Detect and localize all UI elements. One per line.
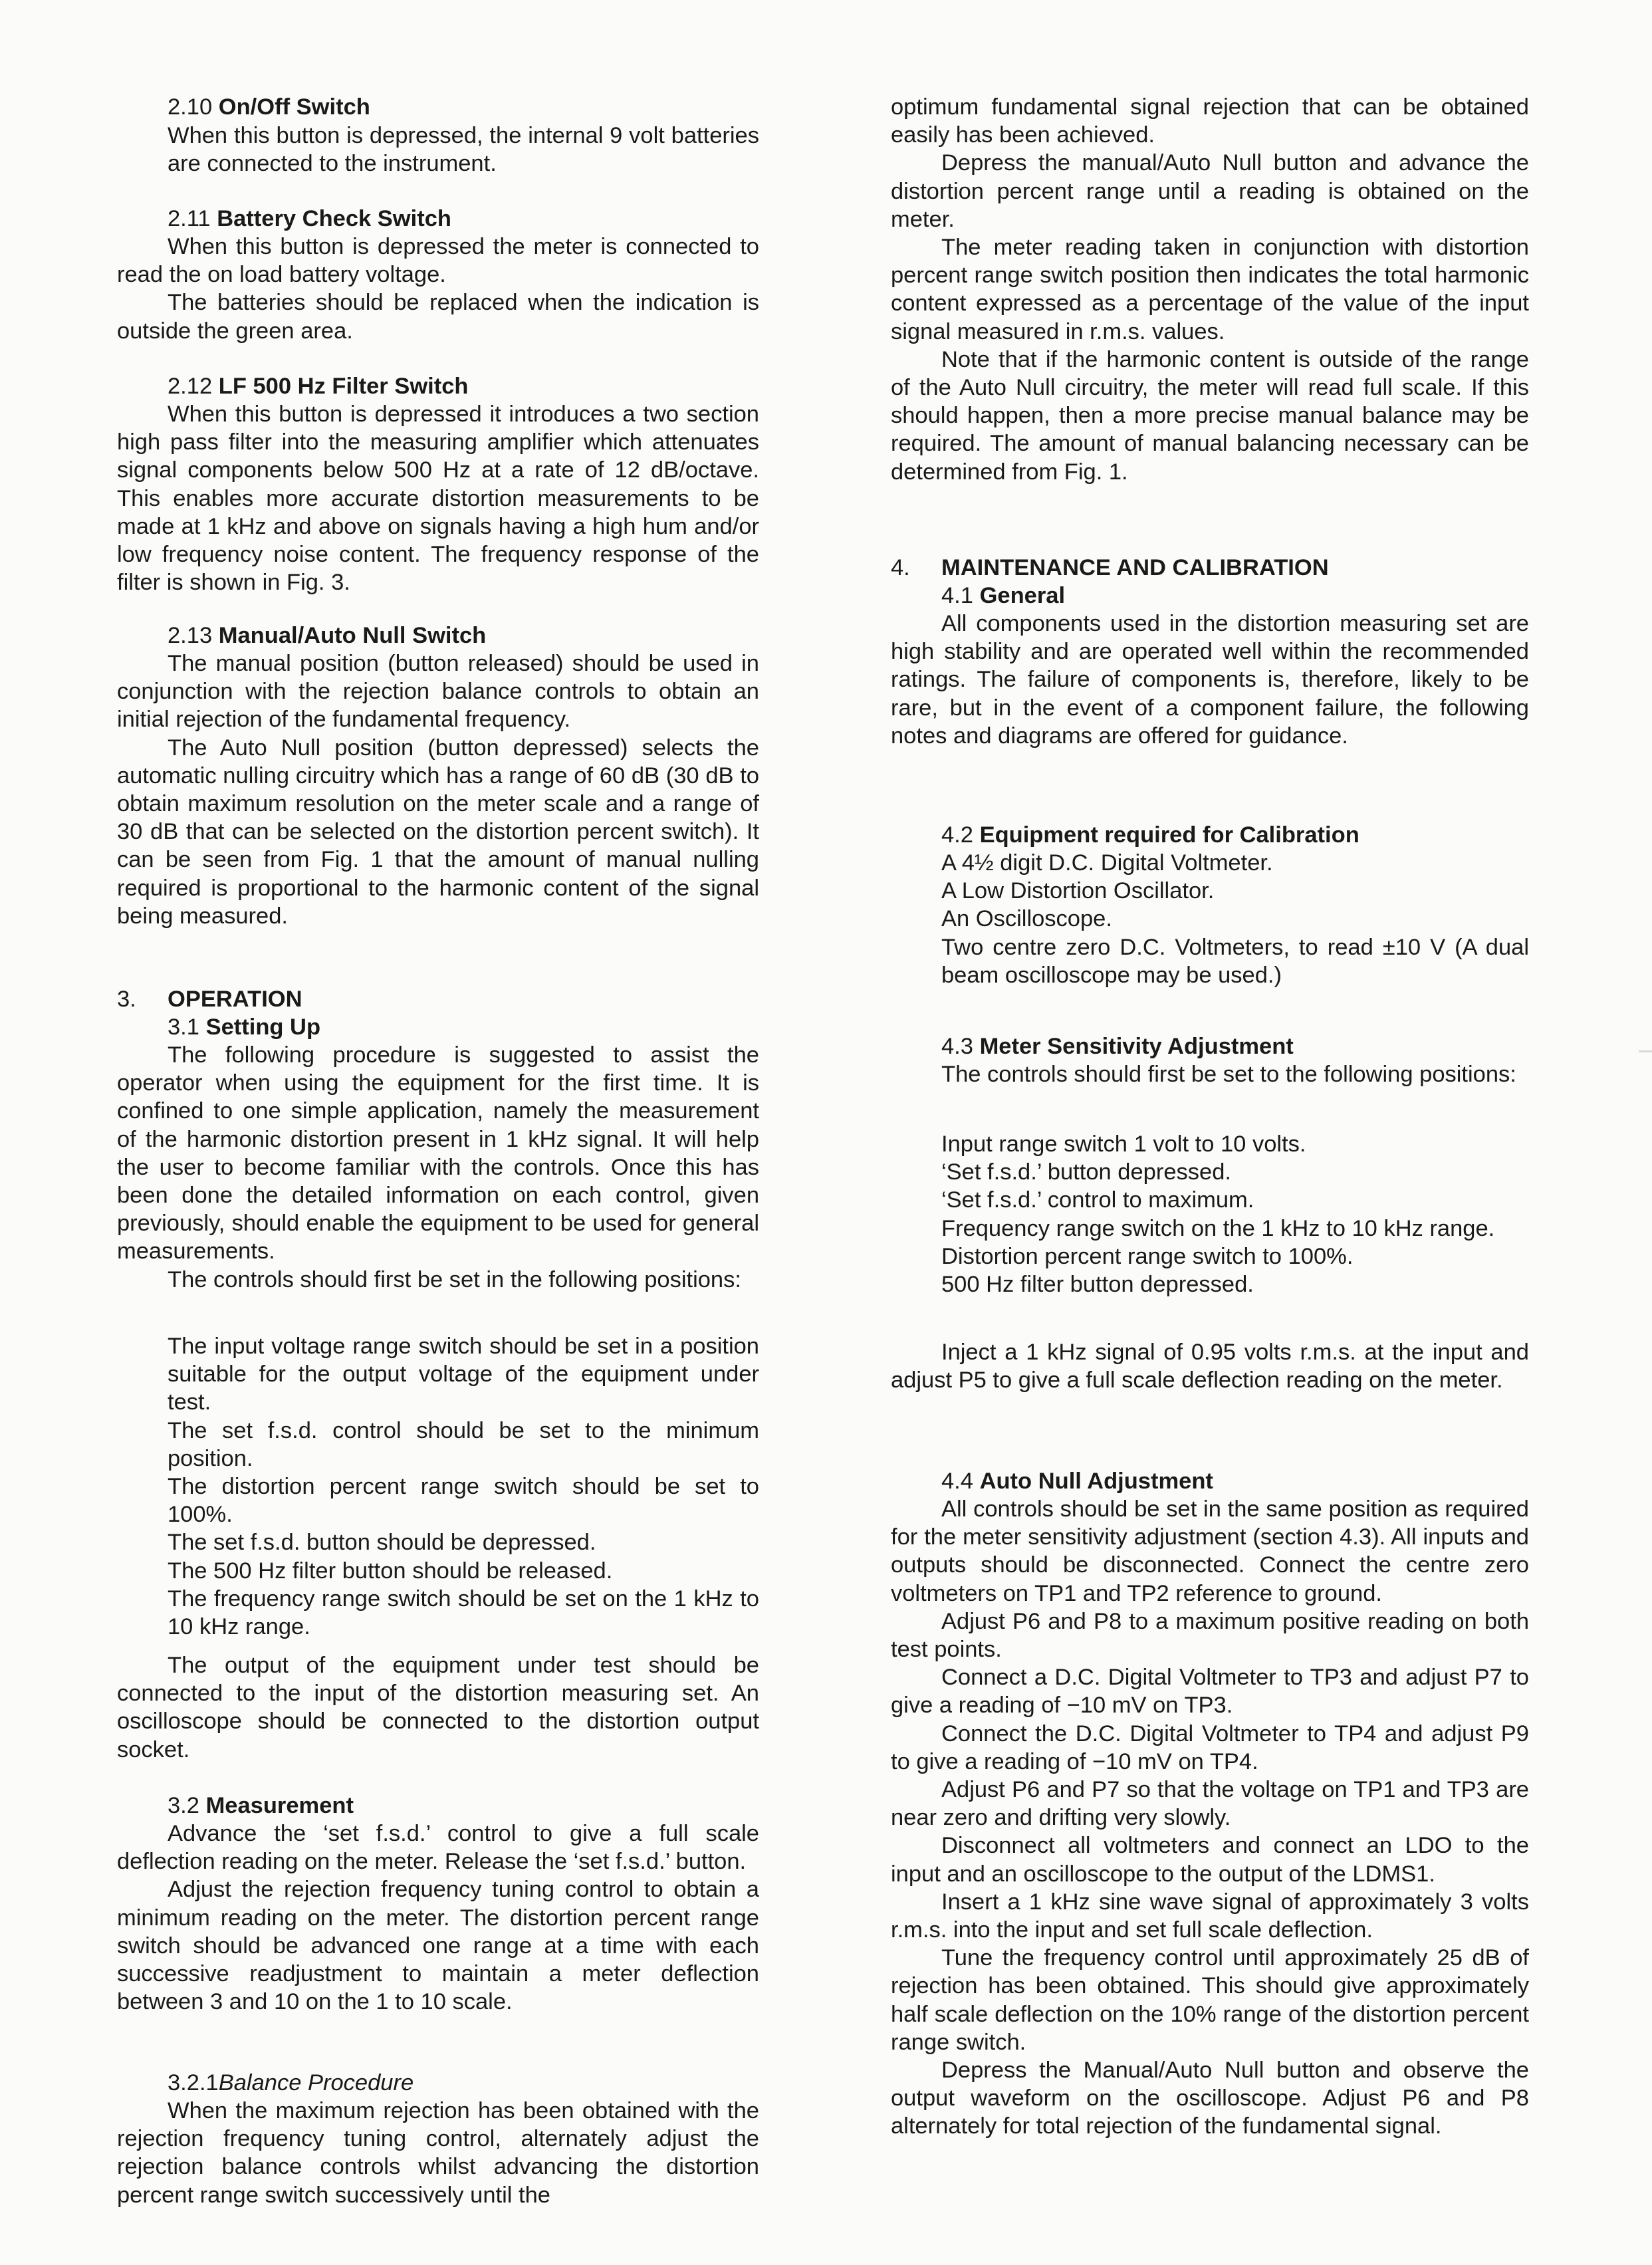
- paragraph: The batteries should be replaced when the indication is outside the green area.: [117, 290, 759, 344]
- section-title: Battery Check Switch: [217, 206, 451, 231]
- section-number: 4.: [891, 555, 910, 580]
- section-3-1-heading: [168, 1013, 320, 1041]
- section-4-3-intro: [891, 1060, 1529, 1088]
- section-3-2-heading: [168, 1792, 354, 1820]
- section-3-heading: [117, 985, 302, 1013]
- paragraph: When the maximum rejection has been obtained with the rejection frequency tuning control, alternately adjust the rejection balance controls whilst advancing the distortion percent range switch successively until the: [117, 2098, 759, 2208]
- section-number: 2.13: [168, 623, 213, 648]
- section-4-2-heading: [941, 821, 1359, 849]
- list-item: An Oscilloscope.: [941, 906, 1112, 932]
- section-title: Balance Procedure: [218, 2070, 414, 2095]
- section-4-4-body: [891, 1495, 1529, 2141]
- list-item: ‘Set f.s.d.’ control to maximum.: [941, 1187, 1254, 1213]
- section-number: 3.2: [168, 1793, 199, 1818]
- section-title: Auto Null Adjustment: [979, 1469, 1213, 1494]
- settings-list: [941, 1130, 1529, 1298]
- paragraph: Disconnect all voltmeters and connect an LDO to the input and an oscilloscope to the output of the LDMS1.: [891, 1833, 1529, 1887]
- paragraph: The Auto Null position (button depressed) selects the automatic nulling circuitry which has a range of 60 dB (30 dB to obtain maximum resolution on the meter scale and a range of 30 dB that can be selected on the distortion percent switch). It can be seen from Fig. 1 that the amount of manual nulling required is proportional to the harmonic content of the signal being measured.: [117, 735, 759, 929]
- paragraph: All components used in the distortion measuring set are high stability and are operated well within the recommended ratings. The failure of components is, therefore, likely to be rare, but in the event of a component failure, the following notes and diagrams are offered for guidance.: [891, 611, 1529, 749]
- section-4-1-heading: [941, 582, 1065, 610]
- section-2-11-heading: [168, 205, 451, 233]
- section-4-heading: [891, 554, 1329, 582]
- section-3-2-1-body: [117, 2097, 759, 2209]
- paragraph: The controls should first be set in the following positions:: [168, 1266, 741, 1292]
- section-4-4-heading: [941, 1467, 1213, 1495]
- section-number: 2.11: [168, 206, 211, 231]
- paragraph: All controls should be set in the same position as required for the meter sensitivity adjustment (section 4.3). All inputs and outputs should be disconnected. Connect the centre zero voltmeters on TP1 and TP2 reference to ground.: [891, 1496, 1529, 1606]
- section-title: Measurement: [205, 1793, 354, 1818]
- section-title: Setting Up: [205, 1014, 321, 1040]
- section-3-2-body: [117, 1820, 759, 2016]
- list-item: 500 Hz filter button depressed.: [941, 1272, 1254, 1298]
- list-item: The 500 Hz filter button should be released.: [168, 1558, 613, 1584]
- section-3-2-1-heading: [168, 2069, 413, 2097]
- paragraph: The meter reading taken in conjunction with distortion percent range switch position then indicates the total harmonic content expressed as a percentage of the value of the input signal measured in r.m.s. values.: [891, 235, 1529, 344]
- section-2-13-body: [117, 650, 759, 930]
- equipment-list: [941, 849, 1529, 989]
- section-2-12-heading: [168, 372, 469, 400]
- section-title: OPERATION: [168, 987, 302, 1012]
- section-2-10-heading: [168, 93, 370, 121]
- list-item: A Low Distortion Oscillator.: [941, 878, 1215, 904]
- paragraph: optimum fundamental signal rejection that can be obtained easily has been achieved.: [891, 94, 1529, 148]
- section-4-1-body: [891, 610, 1529, 750]
- section-title: On/Off Switch: [218, 94, 370, 120]
- section-4-3-heading: [941, 1032, 1294, 1060]
- section-number: 4.3: [941, 1034, 973, 1059]
- section-title: Meter Sensitivity Adjustment: [979, 1034, 1294, 1059]
- section-number: 2.12: [168, 374, 213, 399]
- paragraph: The following procedure is suggested to assist the operator when using the equipment for the first time. It is confined to one simple application, namely the measurement of the harmonic distortion present in 1 kHz signal. It will help the user to become familiar with the controls. Once this has been done the detailed information on each control, given previously, should enable the equipment to be used for general measurements.: [117, 1042, 759, 1264]
- paragraph: The manual position (button released) should be used in conjunction with the rejection balance controls to obtain an initial rejection of the fundamental frequency.: [117, 651, 759, 733]
- paragraph: When this button is depressed the meter is connected to read the on load battery voltage.: [117, 234, 759, 288]
- list-item: The set f.s.d. button should be depressed.: [168, 1530, 596, 1556]
- section-title: Equipment required for Calibration: [979, 822, 1359, 848]
- paragraph: Adjust P6 and P7 so that the voltage on TP1 and TP3 are near zero and drifting very slowly.: [891, 1777, 1529, 1831]
- section-title: MAINTENANCE AND CALIBRATION: [941, 555, 1329, 580]
- section-number: 3.1: [168, 1014, 199, 1040]
- paragraph: Connect the D.C. Digital Voltmeter to TP4 and adjust P9 to give a reading of −10 mV on TP4.: [891, 1721, 1529, 1774]
- scan-edge-mark: [1639, 1050, 1652, 1052]
- section-2-11-body: [117, 233, 759, 345]
- list-item: Distortion percent range switch to 100%.: [941, 1243, 1354, 1269]
- paragraph: Depress the manual/Auto Null button and advance the distortion percent range until a reading is obtained on the meter.: [891, 150, 1529, 232]
- paragraph: Insert a 1 kHz sine wave signal of approximately 3 volts r.m.s. into the input and set full scale deflection.: [891, 1889, 1529, 1943]
- list-item: Two centre zero D.C. Voltmeters, to read ±10 V (A dual beam oscilloscope may be used.): [941, 934, 1529, 988]
- section-number: 3.2.1: [168, 2070, 219, 2095]
- paragraph: Adjust the rejection frequency tuning control to obtain a minimum reading on the meter. The distortion percent range switch should be advanced one range at a time with each successive readjustment to maintain a meter deflection between 3 and 10 on the 1 to 10 scale.: [117, 1877, 759, 2015]
- list-item: The set f.s.d. control should be set to the minimum position.: [168, 1417, 759, 1471]
- paragraph: Depress the Manual/Auto Null button and observe the output waveform on the oscilloscope. Adjust P6 and P8 alternately for total rejection of the fundamental signal.: [891, 2058, 1529, 2139]
- list-item: The input voltage range switch should be set in a position suitable for the output voltage of the equipment under test.: [168, 1334, 759, 1415]
- section-2-10-body: [168, 122, 759, 178]
- paragraph: When this button is depressed, the internal 9 volt batteries are connected to the instrument.: [168, 123, 759, 177]
- paragraph: Tune the frequency control until approximately 25 dB of rejection has been obtained. This should give approximately half scale deflection on the 10% range of the distortion percent range switch.: [891, 1945, 1529, 2055]
- section-number: 4.1: [941, 583, 973, 608]
- section-3-1-after: [117, 1651, 759, 1764]
- list-item: The distortion percent range switch should be set to 100%.: [168, 1474, 759, 1528]
- list-item: Frequency range switch on the 1 kHz to 10 kHz range.: [941, 1215, 1495, 1241]
- section-title: LF 500 Hz Filter Switch: [218, 374, 469, 399]
- section-3-1-body: [117, 1041, 759, 1294]
- paragraph: When this button is depressed it introduces a two section high pass filter into the measuring amplifier which attenuates signal components below 500 Hz at a rate of 12 dB/octave. This enables more accurate distortion measurements to be made at 1 kHz and above on signals having a high hum and/or low frequency noise content. The frequency response of the filter is shown in Fig. 3.: [117, 402, 759, 596]
- section-number: 2.10: [168, 94, 213, 120]
- section-number: 4.2: [941, 822, 973, 848]
- section-4-3-after: [891, 1338, 1529, 1394]
- section-2-13-heading: [168, 622, 486, 650]
- paragraph: Advance the ‘set f.s.d.’ control to give a full scale deflection reading on the meter. Release the ‘set f.s.d.’ button.: [117, 1821, 759, 1875]
- settings-list: [168, 1332, 759, 1641]
- paragraph: Adjust P6 and P8 to a maximum positive reading on both test points.: [891, 1608, 1529, 1663]
- section-title: General: [979, 583, 1066, 608]
- paragraph: Note that if the harmonic content is outside of the range of the Auto Null circuitry, the meter will read full scale. If this should happen, then a more precise manual balance may be required. The amount of manual balancing necessary can be determined from Fig. 1.: [891, 346, 1529, 485]
- list-item: A 4½ digit D.C. Digital Voltmeter.: [941, 850, 1273, 876]
- section-2-12-body: [117, 400, 759, 596]
- list-item: The frequency range switch should be set on the 1 kHz to 10 kHz range.: [168, 1586, 759, 1640]
- section-number: 3.: [117, 987, 136, 1012]
- section-number: 4.4: [941, 1469, 973, 1494]
- paragraph: The output of the equipment under test should be connected to the input of the distortion measuring set. An oscilloscope should be connected to the distortion output socket.: [117, 1653, 759, 1762]
- list-item: Input range switch 1 volt to 10 volts.: [941, 1132, 1306, 1157]
- list-item: ‘Set f.s.d.’ button depressed.: [941, 1159, 1231, 1185]
- continued-text: [891, 93, 1529, 486]
- section-title: Manual/Auto Null Switch: [218, 623, 487, 648]
- paragraph: Connect a D.C. Digital Voltmeter to TP3 and adjust P7 to give a reading of −10 mV on TP3.: [891, 1665, 1529, 1719]
- paragraph: Inject a 1 kHz signal of 0.95 volts r.m.s. at the input and adjust P5 to give a full scale deflection reading on the meter.: [891, 1340, 1529, 1393]
- paragraph: The controls should first be set to the following positions:: [941, 1062, 1516, 1087]
